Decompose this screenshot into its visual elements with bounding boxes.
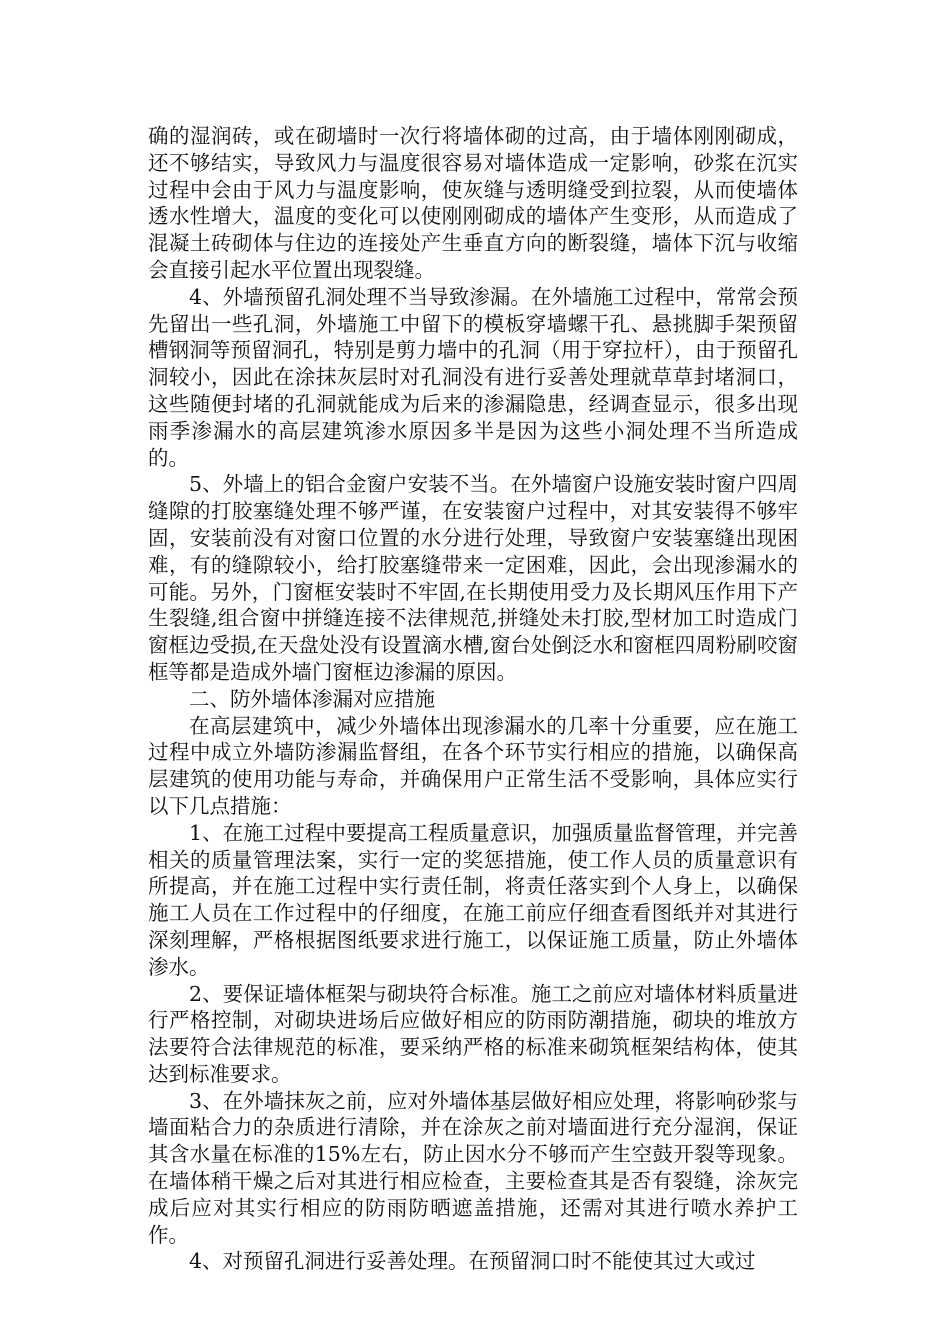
document-body (148, 123, 798, 1275)
paragraph-measure-2: 2、要保证墙体框架与砌块符合标准。施工之前应对墙体材料质量进行严格控制，对砌块进场后应做好相应的防雨防潮措施，砌块的堆放方法要符合法律规范的标准，要采纳严格的标准来砌筑框架结构体，使其达到标准要求。 (148, 981, 798, 1086)
paragraph-continuation: 确的湿润砖，或在砌墙时一次行将墙体砌的过高，由于墙体刚刚砌成，还不够结实，导致风力与温度很容易对墙体造成一定影响，砂浆在沉实过程中会由于风力与温度影响，使灰缝与透明缝受到拉裂，从而使墙体透水性增大，温度的变化可以使刚刚砌成的墙体产生变形，从而造成了混凝土砖砌体与住边的连接处产生垂直方向的断裂缝，墙体下沉与收缩会直接引起水平位置出现裂缝。 (148, 124, 798, 282)
paragraph-measure-3: 3、在外墙抹灰之前，应对外墙体基层做好相应处理，将影响砂浆与墙面粘合力的杂质进行清除，并在涂灰之前对墙面进行充分湿润，保证其含水量在标准的15%左右，防止因水分不够而产生空鼓开裂等现象。在墙体稍干燥之后对其进行相应检查，主要检查其是否有裂缝，涂灰完成后应对其实行相应的防雨防晒遮盖措施，还需对其进行喷水养护工作。 (148, 1088, 798, 1247)
paragraph-measure-1: 1、在施工过程中要提高工程质量意识，加强质量监督管理，并完善相关的质量管理法案，实行一定的奖惩措施，使工作人员的质量意识有所提高，并在施工过程中实行责任制，将责任落实到个人身上，以确保施工人员在工作过程中的仔细度，在施工前应仔细查看图纸并对其进行深刻理解，严格根据图纸要求进行施工，以保证施工质量，防止外墙体渗水。 (148, 820, 798, 979)
paragraph-measures-intro: 在高层建筑中，减少外墙体出现渗漏水的几率十分重要，应在施工过程中成立外墙防渗漏监督组，在各个环节实行相应的措施，以确保高层建筑的使用功能与寿命，并确保用户正常生活不受影响，具体应实行以下几点措施： (148, 713, 798, 818)
section-heading-measures: 二、防外墙体渗漏对应措施 (189, 686, 435, 711)
paragraph-measure-4: 4、对预留孔洞进行妥善处理。在预留洞口时不能使其过大或过 (189, 1249, 756, 1274)
paragraph-item-5-window-installation: 5、外墙上的铝合金窗户安装不当。在外墙窗户设施安装时窗户四周缝隙的打胶塞缝处理不够严谨，在安装窗户过程中，对其安装得不够牢固，安装前没有对窗口位置的水分进行处理，导致窗户安装塞缝出现困难，有的缝隙较小，给打胶塞缝带来一定困难，因此，会出现渗漏水的可能。另外，门窗框安装时不牢固,在长期使用受力及长期风压作用下产生裂缝,组合窗中拼缝连接不法律规范,拼缝处未打胶,型材加工时造成门窗框边受损,在天盘处没有设置滴水槽,窗台处倒泛水和窗框四周粉刷咬窗框等都是造成外墙门窗框边渗漏的原因。 (148, 472, 798, 684)
paragraph-item-4-reserved-holes: 4、外墙预留孔洞处理不当导致渗漏。在外墙施工过程中，常常会预先留出一些孔洞，外墙施工中留下的模板穿墙螺干孔、悬挑脚手架预留槽钢洞等预留洞孔，特别是剪力墙中的孔洞（用于穿拉杆），由于预留孔洞较小，因此在涂抹灰层时对孔洞没有进行妥善处理就草草封堵洞口，这些随便封堵的孔洞就能成为后来的渗漏隐患，经调查显示，很多出现雨季渗漏水的高层建筑渗水原因多半是因为这些小洞处理不当所造成的。 (148, 284, 798, 470)
